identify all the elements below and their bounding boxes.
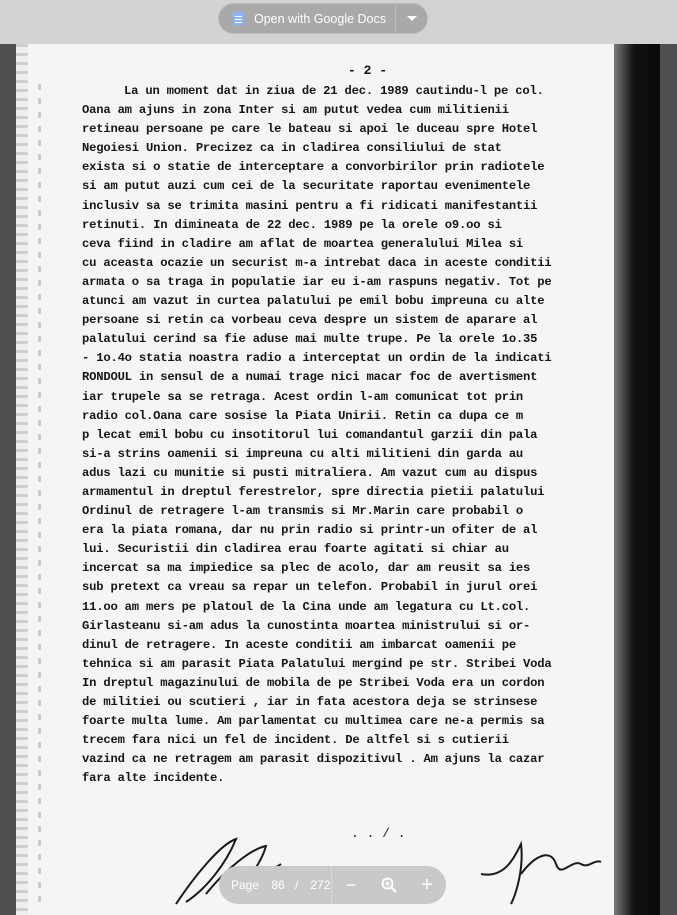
text-line: Ordinul de retragere l-am transmis si Mr.Marin care probabil o [82, 504, 524, 519]
text-line: 11.oo am mers pe platoul de la Cina unde am legatura cu Lt.col. [82, 599, 531, 614]
text-line: trecem fara nici un fel de incident. De altfel si s cutierii [82, 733, 509, 748]
page-indicator [219, 878, 331, 892]
text-line: - 1o.4o statia noastra radio a interceptat un ordin de la indicati [82, 351, 552, 366]
text-line: atunci am vazut in curtea palatului pe emil bobu impreuna cu alte [82, 294, 545, 309]
text-line: Girlasteanu si-am adus la cunostinta moartea ministrului si or- [82, 618, 531, 633]
text-line: ceva fiind in cladire am aflat de moartea generalului Milea si [82, 236, 524, 251]
chevron-down-icon [407, 16, 417, 21]
signature-right [476, 834, 606, 909]
zoom-fit-button[interactable] [370, 866, 408, 904]
scan-edge-mark [16, 44, 28, 915]
text-line: incercat sa ma impiedice sa plec de acolo, dar am reusit sa ies [82, 561, 531, 576]
page-navigator [219, 866, 446, 904]
text-line: adus lazi cu munitie si pusti mitraliera. Am vazut cum au dispus [82, 465, 538, 480]
open-with-google-docs-button[interactable] [218, 3, 428, 34]
text-line: retineau persoane pe care le bateau si apoi le duceau spre Hotel [82, 122, 538, 137]
text-line: armata o sa traga in populatie iar eu i-am raspuns negativ. Tot pe [82, 274, 552, 289]
text-line: dinul de retragere. In aceste conditii am imbarcat oamenii pe [82, 637, 516, 652]
total-pages: 272 [310, 878, 331, 892]
open-with-dropdown-button[interactable] [396, 4, 427, 33]
text-line: tehnica si am parasit Piata Palatului mergind pe str. Stribei Voda [82, 656, 552, 671]
text-line: sub pretext ca vreau sa repar un telefon. Probabil in jurul orei [82, 580, 538, 595]
bottom-mark: . . / . [351, 826, 406, 841]
text-line: era la piata romana, dar nu prin radio si printr-un ofiter de al [82, 523, 538, 538]
text-line: persoane si retin ca vorbeau ceva despre un sistem de aparare al [82, 313, 538, 328]
scan-margin-mark [38, 84, 41, 904]
document-page [16, 44, 660, 915]
text-line: fara alte incidente. [82, 771, 225, 786]
text-line: radio col.Oana care sosise la Piata Unirii. Retin ca dupa ce m [82, 408, 524, 423]
doc-icon [233, 12, 244, 25]
text-line: foarte multa lume. Am parlamentat cu multimea care ne-a permis sa [82, 714, 545, 729]
text-line: de militiei ou scutieri , iar in fata acestora deja se strinsese [82, 695, 538, 709]
text-line: RONDOUL in sensul de a numai trage nici macar foc de avertisment [82, 370, 538, 385]
zoom-out-icon: − [345, 874, 357, 895]
text-line: exista si o statie de interceptare a convorbirilor prin radiotele [82, 160, 545, 175]
text-line: p lecat emil bobu cu insotitorul lui comandantul garzii din pala [82, 427, 538, 442]
text-line: La un moment dat in ziua de 21 dec. 1989 cautindu-l pe col. [124, 84, 544, 98]
page-separator: / [295, 878, 299, 892]
text-line: inclusiv sa se trimita masini pentru a fi ridicati manifestantii [82, 198, 538, 213]
document-body-text [82, 82, 612, 788]
open-with-main[interactable] [219, 4, 395, 33]
scan-dark-edge [614, 44, 660, 915]
text-line: retinuti. In dimineata de 22 dec. 1989 pe la orele o9.oo si [82, 217, 502, 232]
zoom-out-button[interactable] [332, 866, 370, 904]
text-line: Oana am ajuns in zona Inter si am putut vedea cum militienii [82, 103, 509, 118]
text-line: Negoiesi Union. Precizez ca in cladirea consiliului de stat [82, 141, 502, 156]
text-line: In dreptul magazinului de mobila de pe Stribei Voda era un cordon [82, 675, 545, 690]
text-line: si-a strins oamenii si impreuna cu alti militieni din garda au [82, 446, 524, 461]
zoom-in-button[interactable] [408, 866, 446, 904]
page-label: Page [231, 878, 260, 892]
zoom-in-icon: + [421, 873, 433, 896]
text-line: palatului cerind sa fie aduse mai multe trupe. Pe la orele 1o.35 [82, 332, 538, 347]
text-line: lui. Securistii din cladirea erau foarte agitati si chiar au [82, 542, 509, 557]
zoom-magnifier-icon [381, 877, 397, 893]
text-line: si am putut auzi cum cei de la securitate raportau evenimentele [82, 179, 531, 194]
text-line: vazind ca ne retragem am parasit dispozitivul . Am ajuns la cazar [82, 752, 545, 767]
viewer-topbar [0, 0, 677, 44]
text-line: cu aceasta ocazie un securist m-a intrebat daca in aceste conditii [82, 255, 552, 270]
text-line: iar trupele sa se retraga. Acest ordin l-am comunicat tot prin [82, 389, 524, 404]
text-line: armamentul in dreptul ferestrelor, spre directia pietii palatului [82, 484, 545, 499]
current-page-input[interactable]: 86 [271, 878, 285, 892]
open-with-label: Open with Google Docs [254, 11, 387, 26]
page-number-text: - 2 - [348, 63, 388, 78]
